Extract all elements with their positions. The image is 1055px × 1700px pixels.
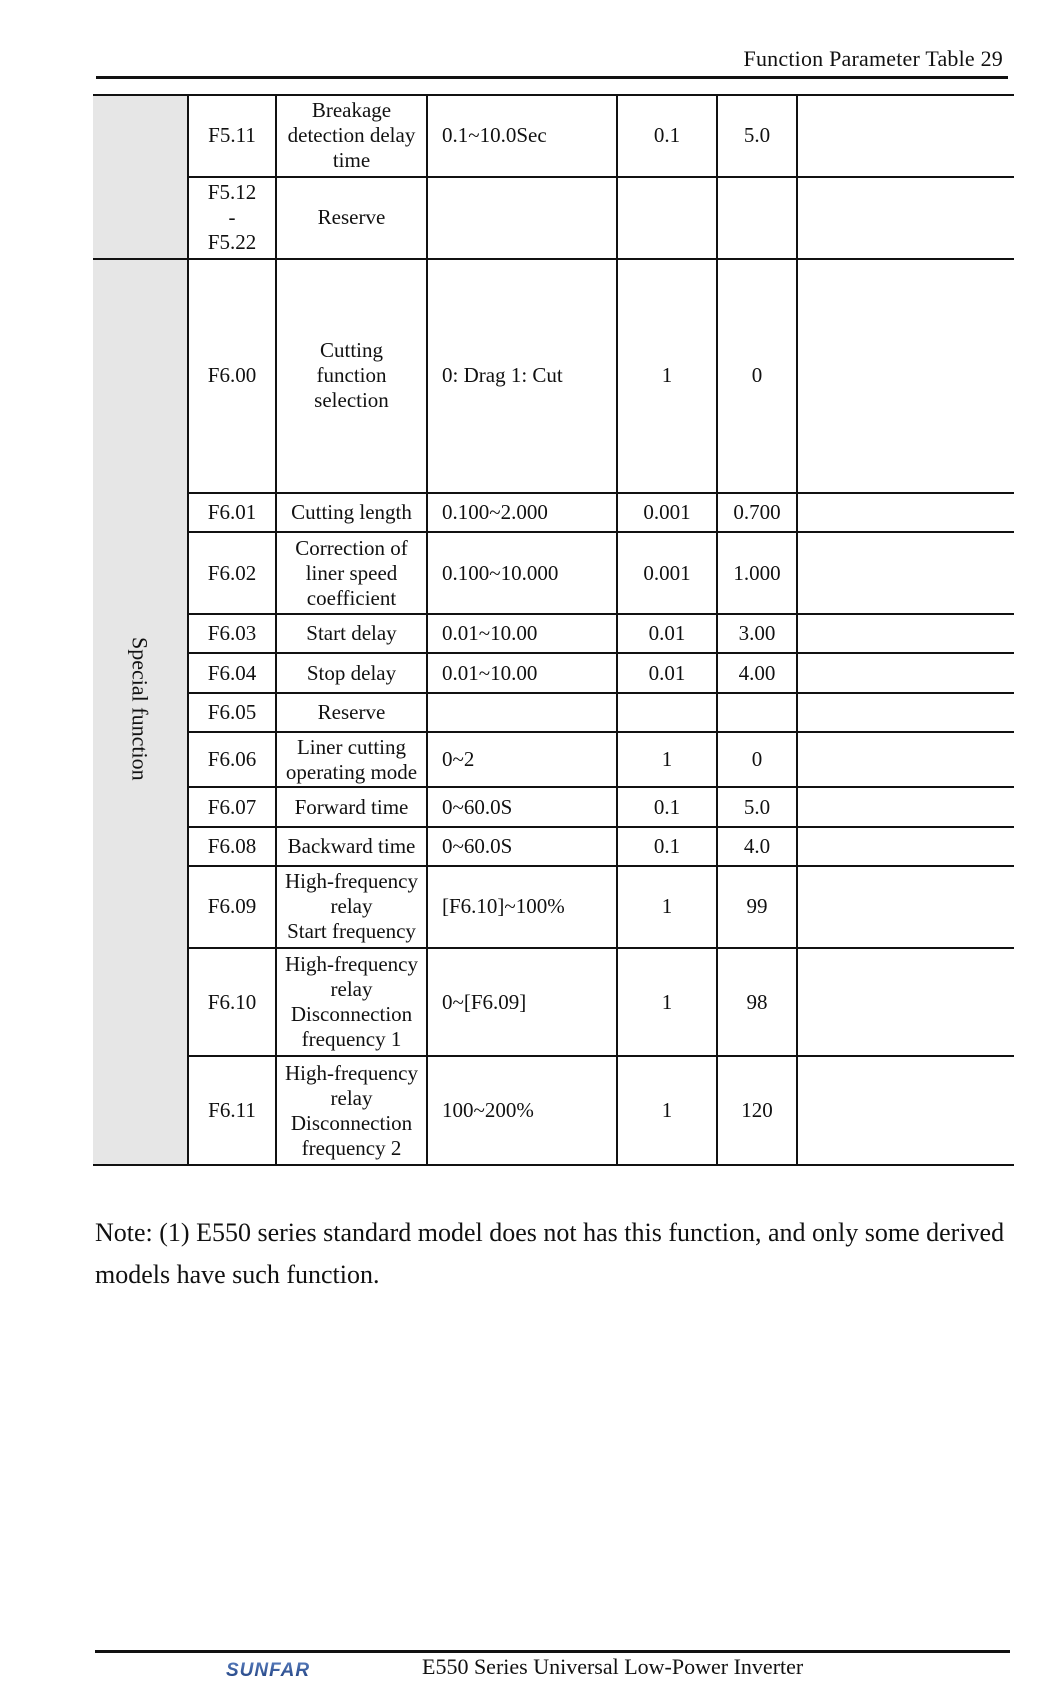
param-extra [797, 177, 1014, 259]
param-name: Cutting length [276, 493, 427, 532]
param-range: 0~[F6.09] [427, 948, 617, 1056]
table-row [93, 653, 1014, 692]
param-code: F6.09 [188, 866, 276, 948]
table-row [93, 532, 1014, 614]
param-range: 100~200% [427, 1056, 617, 1165]
param-default: 0 [717, 732, 797, 787]
param-extra [797, 653, 1014, 692]
param-name: Cutting function selection [276, 259, 427, 493]
param-default: 4.0 [717, 827, 797, 866]
group-cell [93, 259, 188, 1165]
param-default: 120 [717, 1056, 797, 1165]
param-unit: 0.001 [617, 493, 717, 532]
param-code: F6.03 [188, 614, 276, 653]
param-default: 98 [717, 948, 797, 1056]
param-range: 0.100~2.000 [427, 493, 617, 532]
logo-text: SUNFAR [226, 1660, 311, 1680]
parameter-table [93, 94, 1014, 1166]
param-unit: 1 [617, 732, 717, 787]
param-default: 3.00 [717, 614, 797, 653]
param-code: F6.02 [188, 532, 276, 614]
footnote: Note: (1) E550 series standard model does not has this function, and only some derived models have such function. [95, 1218, 1005, 1289]
param-unit: 0.01 [617, 614, 717, 653]
table-row [93, 259, 1014, 493]
param-code: F5.12 - F5.22 [188, 177, 276, 259]
table-row [93, 948, 1014, 1056]
param-unit [617, 693, 717, 732]
param-unit: 0.1 [617, 827, 717, 866]
param-default: 4.00 [717, 653, 797, 692]
param-name: High-frequency relay Disconnection frequency 1 [276, 948, 427, 1056]
table-row [93, 787, 1014, 826]
param-unit: 0.1 [617, 787, 717, 826]
param-range: 0.1~10.0Sec [427, 95, 617, 177]
param-extra [797, 532, 1014, 614]
param-range: 0.01~10.00 [427, 614, 617, 653]
param-range: 0~60.0S [427, 827, 617, 866]
param-name: Backward time [276, 827, 427, 866]
param-unit: 1 [617, 948, 717, 1056]
param-default: 5.0 [717, 95, 797, 177]
param-unit: 0.1 [617, 95, 717, 177]
param-unit [617, 177, 717, 259]
table-row [93, 493, 1014, 532]
table-row [93, 614, 1014, 653]
param-default: 0 [717, 259, 797, 493]
param-range [427, 177, 617, 259]
table-row [93, 177, 1014, 259]
param-range: 0.100~10.000 [427, 532, 617, 614]
param-extra [797, 827, 1014, 866]
param-code: F6.01 [188, 493, 276, 532]
param-name: Correction of liner speed coefficient [276, 532, 427, 614]
param-name: Reserve [276, 177, 427, 259]
sunfar-logo [224, 1658, 320, 1680]
param-unit: 1 [617, 866, 717, 948]
param-range: 0~2 [427, 732, 617, 787]
param-name: Stop delay [276, 653, 427, 692]
param-code: F6.07 [188, 787, 276, 826]
param-code: F6.06 [188, 732, 276, 787]
param-extra [797, 95, 1014, 177]
table-row [93, 732, 1014, 787]
header-rule [96, 76, 1008, 79]
param-unit: 1 [617, 259, 717, 493]
param-name: High-frequency relay Start frequency [276, 866, 427, 948]
param-name: Liner cutting operating mode [276, 732, 427, 787]
param-default: 0.700 [717, 493, 797, 532]
param-extra [797, 614, 1014, 653]
param-name: High-frequency relay Disconnection frequency 2 [276, 1056, 427, 1165]
param-default [717, 177, 797, 259]
table-row [93, 693, 1014, 732]
param-extra [797, 732, 1014, 787]
param-range: 0.01~10.00 [427, 653, 617, 692]
param-extra [797, 1056, 1014, 1165]
param-range: [F6.10]~100% [427, 866, 617, 948]
param-extra [797, 787, 1014, 826]
param-code: F6.10 [188, 948, 276, 1056]
param-extra [797, 866, 1014, 948]
param-unit: 0.001 [617, 532, 717, 614]
param-extra [797, 693, 1014, 732]
param-default [717, 693, 797, 732]
param-extra [797, 493, 1014, 532]
param-code: F6.11 [188, 1056, 276, 1165]
param-range: 0: Drag 1: Cut [427, 259, 617, 493]
param-code: F6.04 [188, 653, 276, 692]
page-header-title: Function Parameter Table 29 [743, 46, 1003, 71]
table-row [93, 1056, 1014, 1165]
param-extra [797, 948, 1014, 1056]
group-label: Special function [127, 637, 153, 781]
table-row [93, 866, 1014, 948]
param-name: Start delay [276, 614, 427, 653]
param-default: 99 [717, 866, 797, 948]
param-code: F6.08 [188, 827, 276, 866]
param-unit: 0.01 [617, 653, 717, 692]
table-row [93, 827, 1014, 866]
param-name: Reserve [276, 693, 427, 732]
param-range: 0~60.0S [427, 787, 617, 826]
param-code: F6.00 [188, 259, 276, 493]
param-code: F5.11 [188, 95, 276, 177]
param-code: F6.05 [188, 693, 276, 732]
param-range [427, 693, 617, 732]
footer-rule [95, 1650, 1010, 1653]
group-cell [93, 95, 188, 259]
param-name: Forward time [276, 787, 427, 826]
param-unit: 1 [617, 1056, 717, 1165]
param-default: 5.0 [717, 787, 797, 826]
param-name: Breakage detection delay time [276, 95, 427, 177]
footer-title: E550 Series Universal Low-Power Inverter [422, 1654, 804, 1679]
param-extra [797, 259, 1014, 493]
table-row [93, 95, 1014, 177]
param-default: 1.000 [717, 532, 797, 614]
